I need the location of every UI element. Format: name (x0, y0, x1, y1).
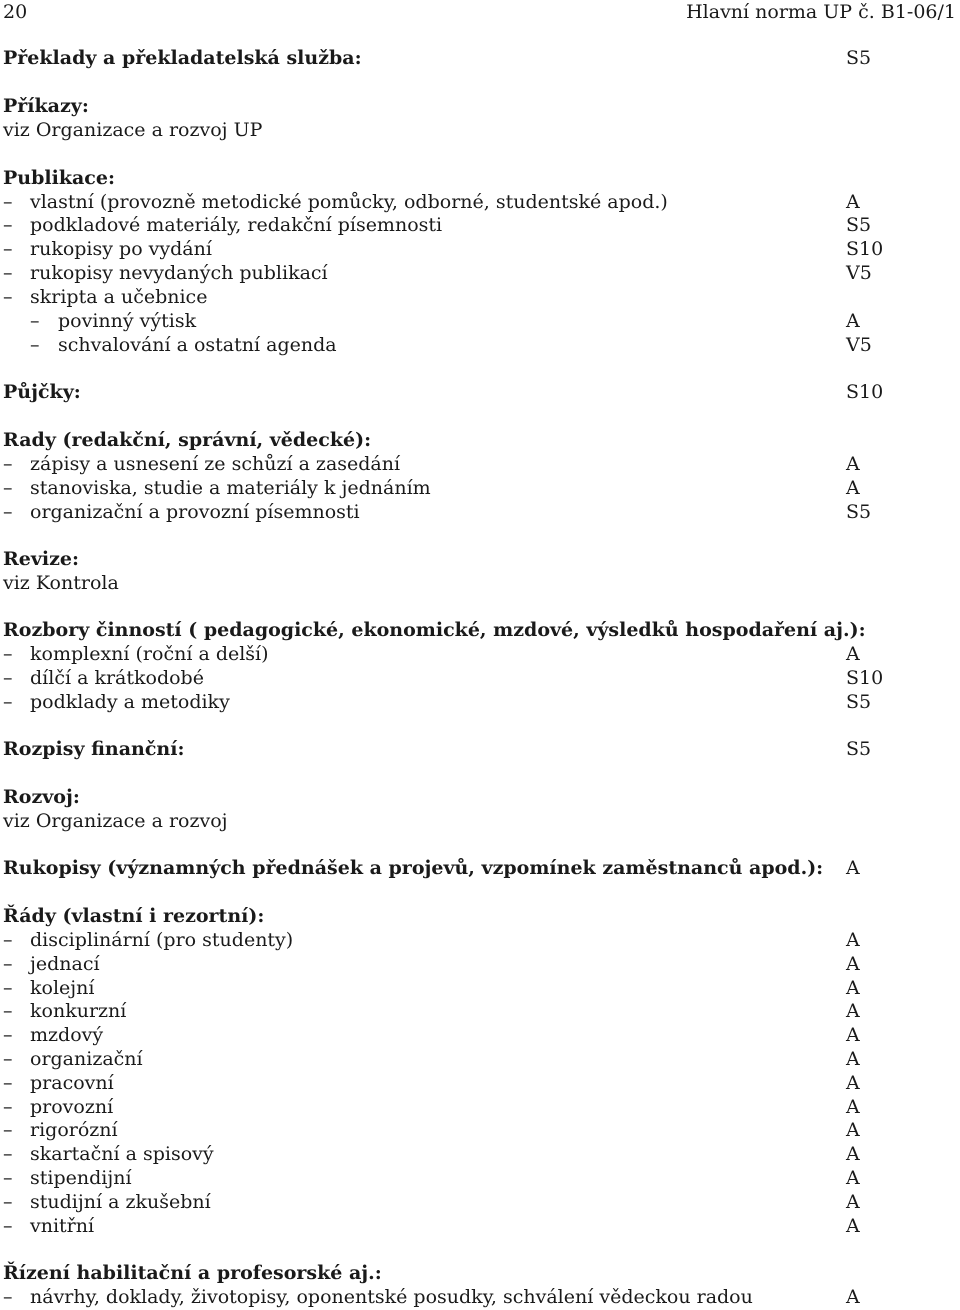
section-heading-row (3, 94, 960, 118)
dash-bullet: – (3, 1167, 13, 1189)
dash-bullet: – (3, 1191, 13, 1213)
record-row (3, 213, 960, 237)
dash-bullet: – (3, 929, 13, 951)
dash-bullet: – (3, 1000, 13, 1022)
record-row (3, 500, 960, 524)
dash-bullet: – (3, 262, 13, 284)
dash-bullet: – (30, 334, 40, 356)
section-title: Řízení habilitační a profesorské aj.: (3, 1262, 382, 1284)
retention-code: S10 (846, 667, 884, 689)
record-label: rukopisy po vydání (30, 238, 212, 260)
record-label: rigorózní (30, 1119, 118, 1141)
record-label: studijní a zkušební (30, 1191, 211, 1213)
section-heading-row (3, 547, 960, 571)
record-row (3, 976, 960, 1000)
record-label: mzdový (30, 1024, 104, 1046)
record-row (3, 1142, 960, 1166)
section-title: Půjčky: (3, 381, 81, 403)
record-row (3, 476, 960, 500)
retention-code: A (846, 1143, 860, 1165)
dash-bullet: – (3, 477, 13, 499)
record-row (3, 237, 960, 261)
dash-bullet: – (3, 453, 13, 475)
dash-bullet: – (3, 1048, 13, 1070)
dash-bullet: – (3, 191, 13, 213)
record-label: skripta a učebnice (30, 286, 208, 308)
record-row (3, 452, 960, 476)
retention-code: A (846, 977, 860, 999)
section-heading-row (3, 785, 960, 809)
retention-code: S5 (846, 691, 872, 713)
record-label: návrhy, doklady, životopisy, oponentské posudky, schválení vědeckou radou (30, 1286, 753, 1308)
section-heading-row (3, 856, 960, 880)
dash-bullet: – (3, 1215, 13, 1237)
section-heading-row (3, 1261, 960, 1285)
page-number: 20 (3, 1, 28, 23)
record-row (3, 571, 960, 595)
retention-code: A (846, 1024, 860, 1046)
record-row (3, 999, 960, 1023)
record-label: podkladové materiály, redakční písemnosti (30, 214, 443, 236)
record-label: konkurzní (30, 1000, 127, 1022)
dash-bullet: – (3, 286, 13, 308)
record-label: dílčí a krátkodobé (30, 667, 204, 689)
record-row (3, 642, 960, 666)
section-heading-row (3, 737, 960, 761)
section-heading-row (3, 166, 960, 190)
section-title: Rozvoj: (3, 786, 80, 808)
dash-bullet: – (3, 1119, 13, 1141)
section-title: Rozpisy finanční: (3, 738, 185, 760)
dash-bullet: – (30, 310, 40, 332)
record-row (3, 952, 960, 976)
dash-bullet: – (3, 977, 13, 999)
section-title: Řády (vlastní i rezortní): (3, 905, 265, 927)
retention-code: A (846, 1167, 860, 1189)
retention-code: V5 (846, 262, 872, 284)
record-row (3, 666, 960, 690)
record-row (3, 118, 960, 142)
dash-bullet: – (3, 1096, 13, 1118)
record-label: povinný výtisk (58, 310, 197, 332)
record-row (3, 928, 960, 952)
retention-code: A (846, 1072, 860, 1094)
retention-code: A (846, 643, 860, 665)
section-heading-row (3, 904, 960, 928)
dash-bullet: – (3, 667, 13, 689)
record-label: disciplinární (pro studenty) (30, 929, 294, 951)
dash-bullet: – (3, 643, 13, 665)
page-header (3, 0, 960, 24)
record-row (3, 1023, 960, 1047)
retention-code: A (846, 191, 860, 213)
retention-code: A (846, 1096, 860, 1118)
record-row (3, 1285, 960, 1309)
retention-code: V5 (846, 334, 872, 356)
dash-bullet: – (3, 501, 13, 523)
retention-code: A (846, 1119, 860, 1141)
retention-code: A (846, 929, 860, 951)
record-label: schvalování a ostatní agenda (58, 334, 337, 356)
record-label: organizační (30, 1048, 143, 1070)
record-row (3, 1190, 960, 1214)
retention-code: S10 (846, 381, 884, 403)
record-row (3, 1166, 960, 1190)
record-label: rukopisy nevydaných publikací (30, 262, 328, 284)
retention-code: A (846, 453, 860, 475)
retention-code: S5 (846, 47, 872, 69)
section-title: Rady (redakční, správní, vědecké): (3, 429, 372, 451)
retention-code: S10 (846, 238, 884, 260)
record-label: komplexní (roční a delší) (30, 643, 269, 665)
section-heading-row (3, 618, 960, 642)
record-row (3, 261, 960, 285)
retention-code: A (846, 857, 860, 879)
record-label: zápisy a usnesení ze schůzí a zasedání (30, 453, 401, 475)
record-row (3, 285, 960, 309)
retention-code: S5 (846, 738, 872, 760)
record-label: viz Organizace a rozvoj UP (3, 119, 263, 141)
retention-code: A (846, 310, 860, 332)
record-row (3, 1071, 960, 1095)
record-label: podklady a metodiky (30, 691, 230, 713)
record-row (3, 809, 960, 833)
record-row (3, 690, 960, 714)
record-label: jednací (30, 953, 100, 975)
section-heading-row (3, 380, 960, 404)
section-title: Příkazy: (3, 95, 89, 117)
retention-code: A (846, 1000, 860, 1022)
record-label: provozní (30, 1096, 114, 1118)
record-label: viz Kontrola (3, 572, 119, 594)
dash-bullet: – (3, 691, 13, 713)
retention-code: A (846, 953, 860, 975)
retention-code: A (846, 477, 860, 499)
record-label: vlastní (provozně metodické pomůcky, odborné, studentské apod.) (30, 191, 668, 213)
record-row (3, 333, 960, 357)
record-row (3, 1095, 960, 1119)
retention-code: S5 (846, 214, 872, 236)
section-title: Rozbory činností ( pedagogické, ekonomické, mzdové, výsledků hospodaření aj.): (3, 619, 866, 641)
dash-bullet: – (3, 953, 13, 975)
record-label: pracovní (30, 1072, 114, 1094)
record-label: vnitřní (30, 1215, 95, 1237)
retention-code: A (846, 1215, 860, 1237)
record-row (3, 1214, 960, 1238)
record-label: skartační a spisový (30, 1143, 214, 1165)
section-heading-row (3, 46, 960, 70)
section-title: Rukopisy (významných přednášek a projevů, vzpomínek zaměstnanců apod.): (3, 857, 824, 879)
dash-bullet: – (3, 1286, 13, 1308)
retention-code: A (846, 1286, 860, 1308)
record-label: stipendijní (30, 1167, 132, 1189)
document-title: Hlavní norma UP č. B1-06/1 (686, 1, 956, 23)
section-title: Překlady a překladatelská služba: (3, 47, 362, 69)
retention-code: S5 (846, 501, 872, 523)
dash-bullet: – (3, 1072, 13, 1094)
dash-bullet: – (3, 238, 13, 260)
record-row (3, 1047, 960, 1071)
record-label: stanoviska, studie a materiály k jednáním (30, 477, 431, 499)
record-label: viz Organizace a rozvoj (3, 810, 228, 832)
record-row (3, 309, 960, 333)
section-title: Publikace: (3, 167, 115, 189)
retention-code: A (846, 1191, 860, 1213)
section-heading-row (3, 428, 960, 452)
record-label: kolejní (30, 977, 95, 999)
retention-code: A (846, 1048, 860, 1070)
record-row (3, 190, 960, 214)
record-label: organizační a provozní písemnosti (30, 501, 360, 523)
dash-bullet: – (3, 1143, 13, 1165)
section-title: Revize: (3, 548, 80, 570)
record-row (3, 1118, 960, 1142)
dash-bullet: – (3, 1024, 13, 1046)
dash-bullet: – (3, 214, 13, 236)
